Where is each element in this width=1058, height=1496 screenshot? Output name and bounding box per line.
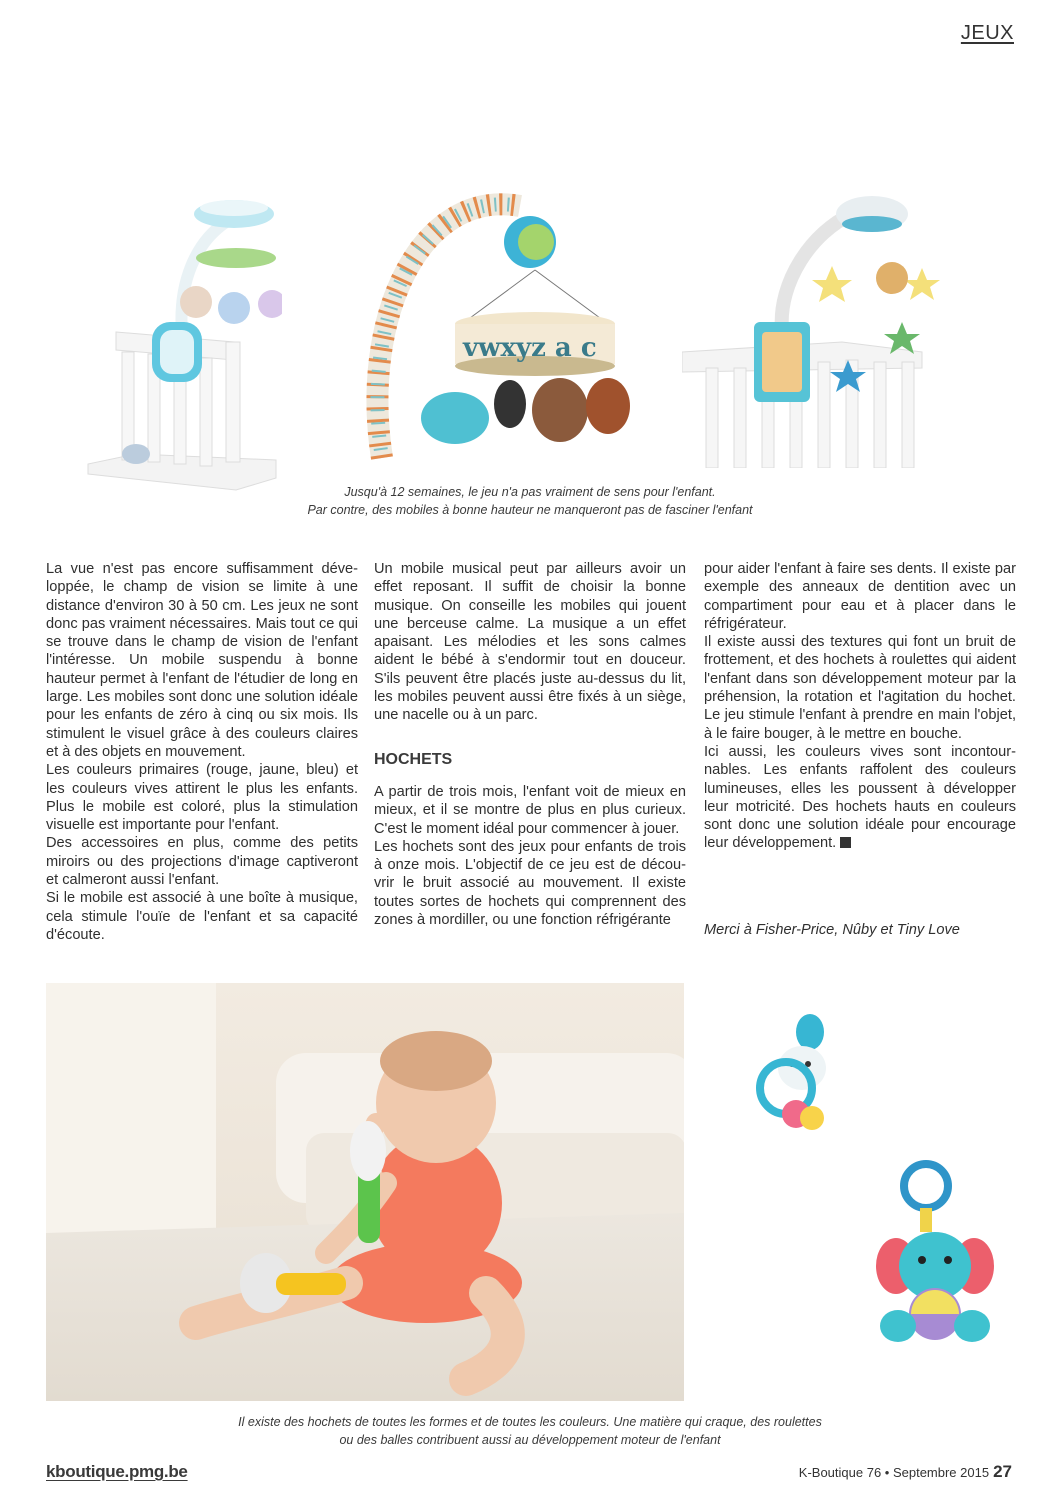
page-number: 27: [993, 1462, 1012, 1481]
text-column-1: [46, 560, 358, 944]
col3-paragraph: Il existe aussi des textures qui font un bruit de frottement, et des hochets à roulettes qui aident l'enfant dans son développement moteur par la préhension, la rotation et l'agitation du hochet. Le jeu stimule l'enfant à prendre en main l'objet, à le faire bouger, à le mettre en bouche.: [704, 634, 1016, 742]
photo-mobile-3: [682, 192, 944, 468]
end-of-article-icon: [840, 837, 851, 848]
bottom-caption-line-1: Il existe des hochets de toutes les formes et de toutes les couleurs. Une matière qui craque, des roulettes: [238, 1415, 822, 1429]
col2-paragraph: Les hochets sont des jeux pour enfants de trois à onze mois. L'objectif de ce jeu est de découvrir le bruit associé au mouvement. Il existe toutes sortes de hochets qui comprennent des zones à mordiller, ou une fonction réfrigérante: [374, 838, 686, 929]
issue-info: [799, 1462, 1012, 1482]
photo-mobile-2: [360, 178, 630, 464]
bottom-caption-line-2: ou des balles contribuent aussi au développement moteur de l'enfant: [339, 1433, 721, 1447]
photo-teething-rattle-bunny: [752, 1010, 836, 1138]
col3-paragraph: Ici aussi, les couleurs vives sont incontournables. Les enfants raffolent des couleurs lumineuses, elles les poussent à développer leur motricité. Des hochets hauts en couleurs sont donc une solution idéale pour encourage leur développement.: [704, 743, 1016, 852]
photo-baby-with-rattles: [46, 983, 684, 1401]
mobile-letters: vwxyz a c: [463, 333, 597, 363]
section-tag: JEUX: [960, 22, 1014, 44]
website-link[interactable]: kboutique.pmg.be: [46, 1462, 188, 1481]
bottom-photo-caption: [110, 1413, 950, 1449]
top-caption-line-2: Par contre, des mobiles à bonne hauteur ne manqueront pas de fasciner l'enfant: [307, 503, 753, 517]
text-column-2: [374, 560, 686, 929]
col2-intro-paragraph: Un mobile musical peut par ailleurs avoir un effet reposant. Il suffit de choisir la bonne musique. On conseille les mobiles qui jouent une berceuse calme. La musique a un effet apaisant. Les mélodies et les sons calmes aident le bébé à s'endormir tout en douceur. S'ils peuvent être placés juste au-dessus du lit, les mobiles peuvent aussi être fixés à un siège, une nacelle ou à un parc.: [374, 561, 686, 724]
col2-paragraph: A partir de trois mois, l'enfant voit de mieux en mieux, et il se montre de plus en plus curieux. C'est le moment idéal pour commencer à jouer.: [374, 783, 686, 837]
text-column-3: [704, 560, 1016, 853]
top-photo-caption: [240, 483, 820, 519]
top-caption-line-1: Jusqu'à 12 semaines, le jeu n'a pas vraiment de sens pour l'enfant.: [344, 485, 716, 499]
section-heading-hochets: HOCHETS: [374, 750, 453, 768]
thanks-credit: Merci à Fisher-Price, Nûby et Tiny Love: [704, 922, 960, 938]
col1-paragraph: Si le mobile est associé à une boîte à musique, cela stimule l'ouïe de l'enfant et sa capacité d'écoute.: [46, 890, 358, 943]
col1-paragraph: La vue n'est pas encore suffisamment développée, le champ de vision se limite à une distance d'environ 30 à 50 cm. Les jeux ne sont donc pas vraiment nécessaires. Mais tout ce qui se trouve dans le champ de vision de l'enfant l'intéresse. Un mobile suspendu à bonne hauteur permet à l'enfant de l'étudier de long en large. Les mobiles sont donc une solution idéale pour les enfants de zéro à cinq ou six mois. Ils stimulent le visuel grâce à des couleurs claires et à des objets en mouvement.: [46, 561, 358, 760]
col1-paragraph: Les couleurs primaires (rouge, jaune, bleu) et les couleurs vives attirent le plus les enfants. Plus le mobile est coloré, plus la stimulation visuelle est importante pour l'enfant.: [46, 762, 358, 834]
photo-mobile-1: [86, 192, 282, 492]
col3-paragraph: pour aider l'enfant à faire ses dents. Il existe par exemple des anneaux de dentition avec un compartiment pour eau et à placer dans le réfrigérateur.: [704, 561, 1016, 632]
col1-paragraph: Des accessoires en plus, comme des petits miroirs ou des projections d'image captiveront et calmeront aussi l'enfant.: [46, 835, 358, 889]
photo-elephant-rattle: [876, 1156, 994, 1356]
issue-label: K-Boutique 76 • Septembre 2015: [798, 1465, 990, 1480]
col3-last-paragraph: [704, 743, 1016, 853]
